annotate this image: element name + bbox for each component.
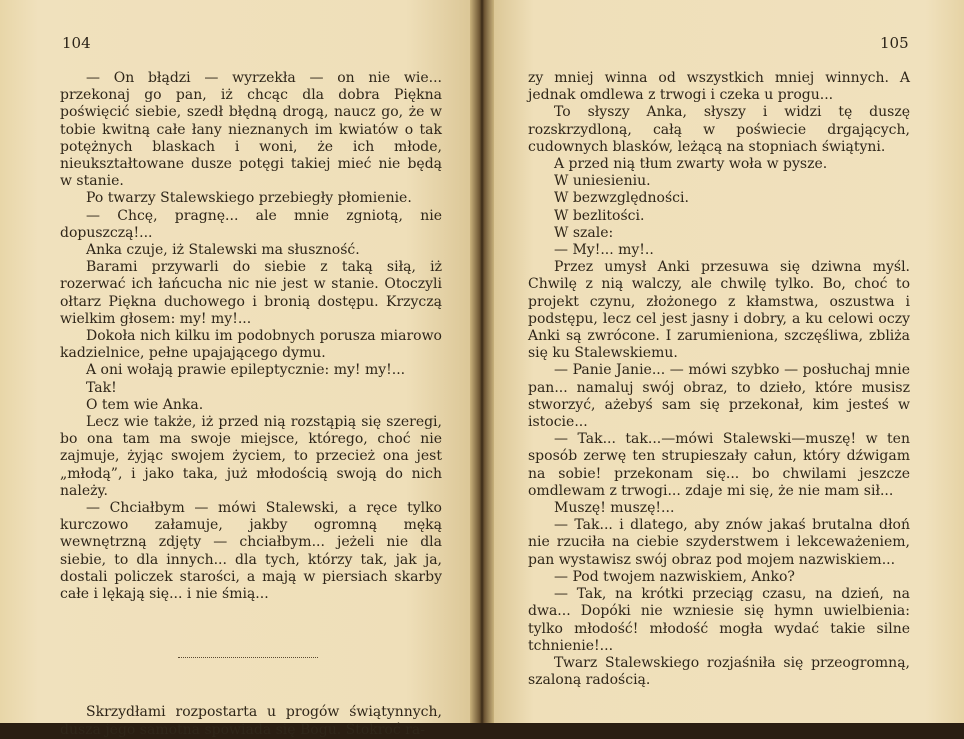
paragraph: A oni wołają prawie epileptycznie: my! my!... [86, 362, 406, 379]
paragraph: Barami przywarli do siebie z taką siłą, iż rozerwać ich łańcucha nic nie jest w stanie. Otoczyli ołtarz Piękna duchowego i bronią dostępu. Krzyczą wielkim głosem: my! my!... [60, 259, 442, 327]
book-gutter [470, 0, 494, 723]
paragraph: O tem wie Anka. [86, 396, 204, 413]
page-number-right: 105 [880, 34, 909, 52]
paragraph: — Pod twojem nazwiskiem, Anko? [554, 568, 795, 585]
paragraph: W bezwzględności. [554, 190, 689, 207]
paragraph: W szale: [554, 224, 614, 241]
paragraph: Przez umysł Anki przesuwa się dziwna myśl. Chwilę z nią walczy, ale chwilę tylko. Bo, choć to projekt czynu, złożonego z kłamstwa, oszustwa i podstępu, lecz cel jest jasny i dobry, a ku celowi oczy Anki są zwrócone. I zarumieniona, szczęśliwa, zbliża się ku Stalewskiemu. [528, 259, 910, 362]
section-separator [178, 657, 318, 658]
paragraph: — Tak... tak...—mówi Stalewski—muszę! w ten sposób zerwę ten strupieszały całun, który dźwigam na sobie! przekonam się... bo chwilami jeszcze omdlewam z trwogi... zdaje mi się, że nie mam sił... [528, 431, 910, 499]
paragraph: — Chcę, pragnę... ale mnie zgniotą, nie dopuszczą!... [60, 207, 442, 241]
paragraph: — Chciałbym — mówi Stalewski, a ręce tylko kurczowo załamuje, jakby ogromną męką wewnętrzną zdjęty — chciałbym... jeżeli nie dla siebie, to dla innych... dla tych, którzy tak, jak ja, dostali policzek starości, a mają w piersiach skarby całe i lękają się... i nie śmią... [60, 500, 442, 603]
paragraph: Muszę! muszę!... [554, 500, 675, 517]
paragraph: zy mniej winna od wszystkich mniej winnych. A jednak omdlewa z trwogi i czeka u progu... [528, 70, 910, 104]
paragraph: Skrzydłami rozpostarta u progów świątynnych, dusza jego samotna spowiada się Bogu. Stokroć ra- [60, 704, 442, 738]
paragraph: — On błądzi — wyrzekła — on nie wie... przekonaj go pan, iż chcąc dla dobra Piękna poświęcić siebie, szedł błędną drogą, naucz go, że w tobie kwitną całe łany nieznanych im kwiatów o tak potężnych blaskach i woni, że ich młode, nieukształtowane dusze potęgi takiej mieć nie będą w stanie. [60, 70, 442, 190]
paragraph: Dokoła nich kilku im podobnych porusza miarowo kadzielnice, pełne upajającego dymu. [60, 328, 442, 362]
paragraph: Tak! [86, 379, 117, 396]
right-page-text [528, 70, 910, 689]
paragraph: — Tak... i dlatego, aby znów jakaś brutalna dłoń nie rzuciła na ciebie szyderstwem i lekceważeniem, pan wystawisz swój obraz pod mojem nazwiskiem... [528, 517, 910, 568]
left-page [0, 0, 478, 738]
paragraph: Twarz Stalewskiego rozjaśniła się przeogromną, szaloną radością. [528, 654, 910, 689]
paragraph: Anka czuje, iż Stalewski ma słuszność. [86, 242, 360, 259]
bottom-section [60, 704, 442, 738]
paragraph: W uniesieniu. [554, 173, 651, 190]
paragraph: A przed nią tłum zwarty woła w pysze. [554, 156, 828, 173]
paragraph: W bezlitości. [554, 207, 645, 224]
paragraph: To słyszy Anka, słyszy i widzi tę duszę rozskrzydloną, całą w poświecie drgających, cudownych blasków, leżącą na stopniach świątyni. [528, 104, 910, 155]
paragraph: — Tak, na krótki przeciąg czasu, na dzień, na dwa... Dopóki nie wzniesie się hymn uwielbienia: tylko młodość! młodość mogła wydać takie silne tchnienie!... [528, 586, 910, 654]
paragraph: Lecz wie także, iż przed nią rozstąpią się szeregi, bo ona tam ma swoje miejsce, którego, choć nie zajmuje, żyjąc swojem życiem, to przecież ona jest „młodą”, i jako taka, już młodością swoją do nich należy. [60, 414, 442, 499]
left-page-text [60, 70, 442, 739]
paragraph: — My!... my!.. [554, 242, 654, 259]
paragraph: Po twarzy Stalewskiego przebiegły płomienie. [86, 190, 412, 207]
page-number-left: 104 [62, 34, 91, 52]
paragraph: — Panie Janie... — mówi szybko — posłuchaj mnie pan... namaluj swój obraz, to dzieło, które musisz stworzyć, ażebyś sam się przekonał, kim jesteś w istocie... [528, 362, 910, 431]
right-page [486, 0, 964, 723]
